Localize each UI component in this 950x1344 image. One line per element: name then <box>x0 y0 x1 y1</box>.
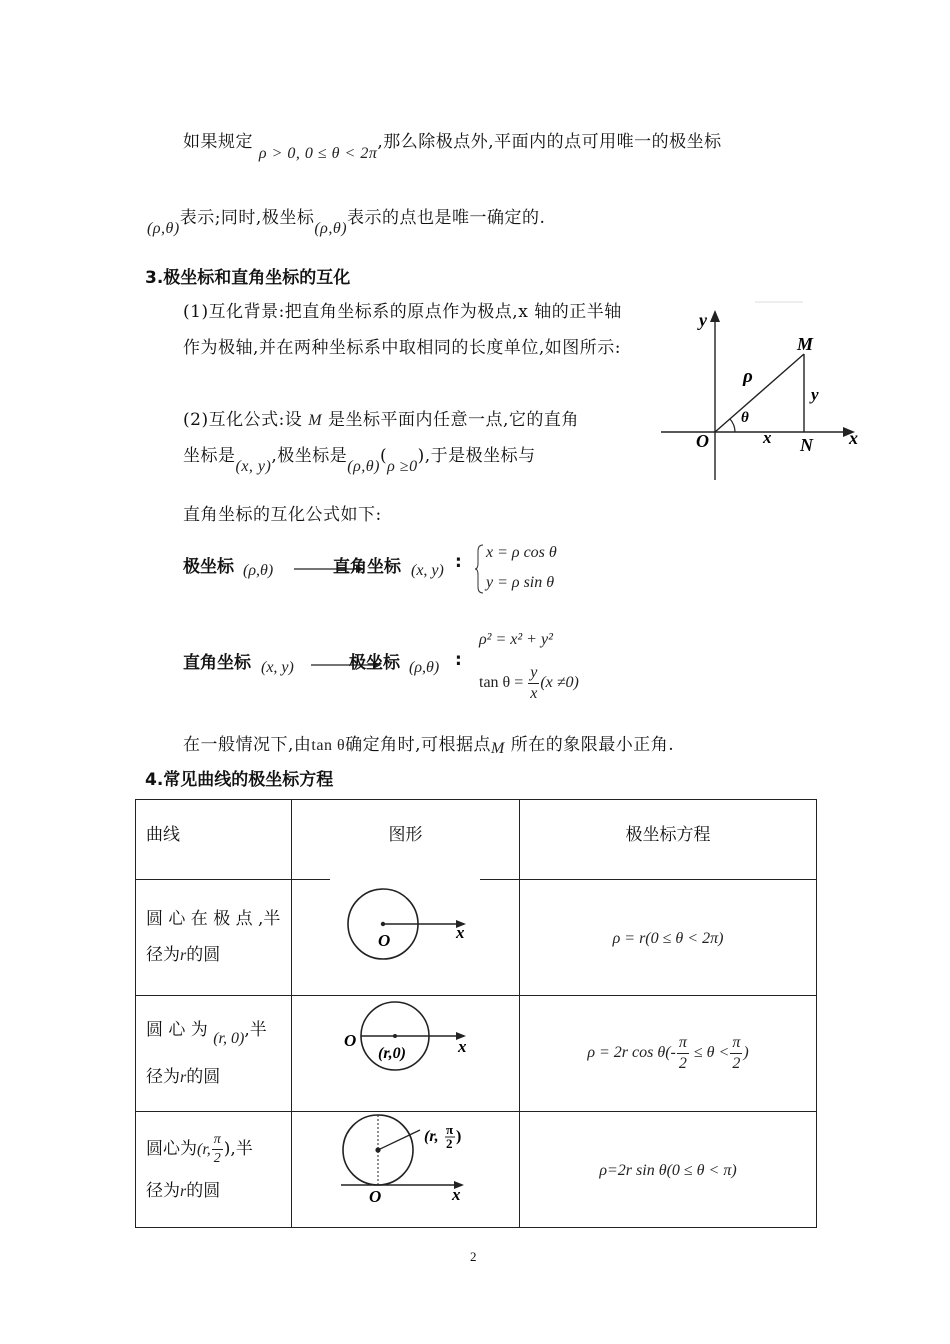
conv1-brace <box>474 543 486 595</box>
page-number: 2 <box>470 1249 477 1264</box>
formula-line2-a: 坐标是 <box>183 446 236 466</box>
conv2-eq2-num: y <box>528 665 539 684</box>
row1-figure <box>292 880 519 991</box>
curves-header-row <box>136 800 817 880</box>
row2-curve-a <box>146 1015 291 1046</box>
conv1-colon: : <box>455 552 462 572</box>
diagram-label-seg-y: y <box>811 385 819 404</box>
row3-fig-x: x <box>452 1185 461 1204</box>
diagram-label-N: N <box>800 435 813 455</box>
conv2-coord-from: (x, y) <box>261 659 294 676</box>
row3-curve-b-r: r <box>180 1182 187 1200</box>
row1-equation-cell <box>520 880 817 996</box>
curves-row-2 <box>136 996 817 1112</box>
formula-paren-open: ( <box>379 446 388 466</box>
formula-line2-b: ,极坐标是 <box>271 446 348 466</box>
diagram-y-arrow <box>710 310 720 322</box>
row3-fig-label-two: 2 <box>446 1136 453 1151</box>
header-figure-cell <box>292 800 520 880</box>
row3-fig-label-a: (r, <box>424 1128 439 1145</box>
conv2-eq2-den: x <box>530 685 538 702</box>
conv2-eq2-right: (x ≠0) <box>540 674 579 692</box>
row2-curve-b-post: 的圆 <box>186 1066 221 1087</box>
row2-eq-right: ) <box>743 1044 749 1062</box>
row2-fig-O: O <box>344 1031 357 1050</box>
para1-suffix: ,那么除极点外,平面内的点可用唯一的极坐标 <box>377 132 722 152</box>
row3-curve-a-pre: 圆心为 <box>146 1138 197 1159</box>
row2-curve-cell <box>136 996 292 1112</box>
diagram-theta-arc <box>730 419 735 432</box>
row1-fig-x: x <box>456 923 465 942</box>
row3-curve-a <box>146 1133 291 1166</box>
conv1-eq1: x = ρ cos θ <box>486 544 557 561</box>
row3-curve-b-pre: 径为 <box>146 1180 180 1201</box>
para1-coord2: (ρ,θ) <box>314 220 348 237</box>
diagram-label-y-axis: y <box>699 310 707 330</box>
row3-fig-O: O <box>369 1187 382 1206</box>
row3-label-leader <box>378 1130 420 1150</box>
para1-prefix: 如果规定 <box>183 132 253 152</box>
note-a: 在一般情况下,由 <box>183 735 312 755</box>
note-M: M <box>491 740 505 757</box>
row2-eq-frac2-num: π <box>730 1035 742 1054</box>
curves-table <box>135 799 817 1228</box>
note-c: 所在的象限最小正角. <box>510 735 675 755</box>
section4-heading: 4.常见曲线的极坐标方程 <box>145 770 334 790</box>
curves-row-1 <box>136 880 817 996</box>
row2-figure <box>292 996 519 1107</box>
conv1-eq2: y = ρ sin θ <box>486 574 555 591</box>
row2-curve-b-r: r <box>180 1068 187 1086</box>
note-b: 确定角时,可根据点 <box>345 735 492 755</box>
row2-eq-frac1-num: π <box>677 1035 689 1054</box>
row2-fig-x: x <box>458 1037 467 1056</box>
row2-curve-b <box>146 1062 291 1093</box>
row1-figure-mask <box>330 878 480 884</box>
row3-curve-a-frac <box>212 1133 223 1166</box>
header-curve: 曲线 <box>146 825 180 845</box>
conv2-eq1: ρ² = x² + y² <box>479 631 553 648</box>
row3-curve-a-r: (r, <box>197 1140 211 1158</box>
row2-eq-frac1 <box>677 1035 689 1072</box>
row2-eq-mid: ≤ θ < <box>693 1044 730 1062</box>
formula-line1-b: 是坐标平面内任意一点,它的直角 <box>327 410 579 430</box>
curves-row-3 <box>136 1112 817 1228</box>
conv2-label-to: 极坐标 <box>349 653 400 673</box>
diagram-rho-segment <box>715 354 804 432</box>
row1-equation: ρ = r(0 ≤ θ < 2π) <box>612 929 724 947</box>
row2-curve-a-coord: (r, 0) <box>213 1029 245 1047</box>
section3-bg-line1: (1)互化背景:把直角坐标系的原点作为极点,x 轴的正半轴 <box>183 302 622 322</box>
row3-figure-cell <box>292 1112 520 1228</box>
formula-rho-ge: ρ ≥0 <box>387 458 418 475</box>
conv2-colon: : <box>455 650 462 670</box>
conv2-eq2 <box>479 665 579 702</box>
para1-coord1: (ρ,θ) <box>147 220 180 237</box>
conv1-coord-from: (ρ,θ) <box>243 562 274 579</box>
header-curve-cell <box>136 800 292 880</box>
row2-curve-a-post: ,半 <box>244 1019 267 1040</box>
row1-curve-b-post: 的圆 <box>186 945 221 965</box>
row2-curve-b-pre: 径为 <box>146 1066 180 1087</box>
section3-bg-line2: 作为极轴,并在两种坐标系中取相同的长度单位,如图所示: <box>183 338 622 358</box>
row2-eq-frac2 <box>730 1035 742 1072</box>
conv2-eq2-left: tan θ = <box>479 674 524 692</box>
formula-xy: (x, y) <box>235 458 272 475</box>
header-figure: 图形 <box>388 825 423 845</box>
row3-fig-label-pi: π <box>446 1122 454 1137</box>
conv2-label-from: 直角坐标 <box>183 653 251 673</box>
row3-curve-b-post: 的圆 <box>186 1180 221 1201</box>
row1-fig-O: O <box>378 931 391 950</box>
header-equation-cell <box>520 800 817 880</box>
formula-line2-c: ),于是极坐标与 <box>417 446 536 466</box>
row3-curve <box>136 1133 291 1207</box>
coordinate-diagram <box>655 300 870 485</box>
row2-eq-frac1-den: 2 <box>678 1055 687 1072</box>
para1-line1 <box>183 127 722 162</box>
row3-curve-cell <box>136 1112 292 1228</box>
section3-formula-line1 <box>183 405 579 430</box>
row1-curve-b-pre: 径为 <box>146 945 180 965</box>
row3-equation: ρ=2r sin θ(0 ≤ θ < π) <box>599 1161 737 1179</box>
section3-formula-line2 <box>183 441 536 475</box>
para1-line2b: 表示的点也是唯一确定的. <box>347 208 546 228</box>
diagram-label-rho: ρ <box>743 366 753 387</box>
conv1-coord-to: (x, y) <box>411 562 444 579</box>
row2-equation <box>587 1034 749 1072</box>
row1-figure-cell <box>292 880 520 996</box>
row2-equation-cell <box>520 996 817 1112</box>
row2-fig-label: (r,0) <box>378 1045 406 1062</box>
formula-line1-a: (2)互化公式:设 <box>183 410 303 430</box>
row1-curve <box>136 901 291 974</box>
row3-fig-label-b: ) <box>456 1128 462 1145</box>
header-equation: 极坐标方程 <box>625 825 711 845</box>
section3-formula-line3: 直角坐标的互化公式如下: <box>183 505 382 525</box>
row1-curve-b-r: r <box>180 947 187 964</box>
row3-equation-cell <box>520 1112 817 1228</box>
diagram-label-M: M <box>797 334 814 354</box>
row3-figure <box>292 1112 519 1223</box>
row3-curve-a-two: 2 <box>213 1150 221 1166</box>
diagram-label-x-axis: x <box>849 428 858 448</box>
diagram-label-theta: θ <box>741 410 749 426</box>
row1-curve-b <box>146 937 291 974</box>
para1-line2 <box>147 203 546 237</box>
row1-curve-a: 圆 心 在 极 点 ,半 <box>146 909 281 929</box>
para1-line2a: 表示;同时,极坐标 <box>179 208 315 228</box>
row3-curve-b <box>146 1176 291 1207</box>
row2-eq-left: ρ = 2r cos θ(- <box>587 1044 676 1062</box>
formula-rt: (ρ,θ) <box>347 458 380 475</box>
row2-curve-a-pre: 圆 心 为 <box>146 1019 208 1040</box>
conv2-coord-to: (ρ,θ) <box>409 659 440 676</box>
row1-curve-cell <box>136 880 292 996</box>
conv2-eq2-frac <box>528 665 539 702</box>
conv1-label-from: 极坐标 <box>183 557 234 577</box>
row3-curve-a-pi: π <box>212 1133 223 1150</box>
row2-curve <box>136 1015 291 1093</box>
diagram-label-origin: O <box>696 431 709 451</box>
row2-figure-cell <box>292 996 520 1112</box>
row3-curve-a-post: ),半 <box>223 1138 253 1159</box>
note-tan: tan θ <box>311 737 346 754</box>
section3-note <box>183 730 674 755</box>
row2-eq-frac2-den: 2 <box>732 1055 741 1072</box>
conv1-label-to: 直角坐标 <box>333 557 401 577</box>
section3-heading: 3.极坐标和直角坐标的互化 <box>145 268 351 288</box>
para1-condition: ρ > 0, 0 ≤ θ < 2π <box>258 145 378 162</box>
diagram-label-seg-x: x <box>763 428 772 447</box>
formula-line1-M: M <box>308 412 323 429</box>
